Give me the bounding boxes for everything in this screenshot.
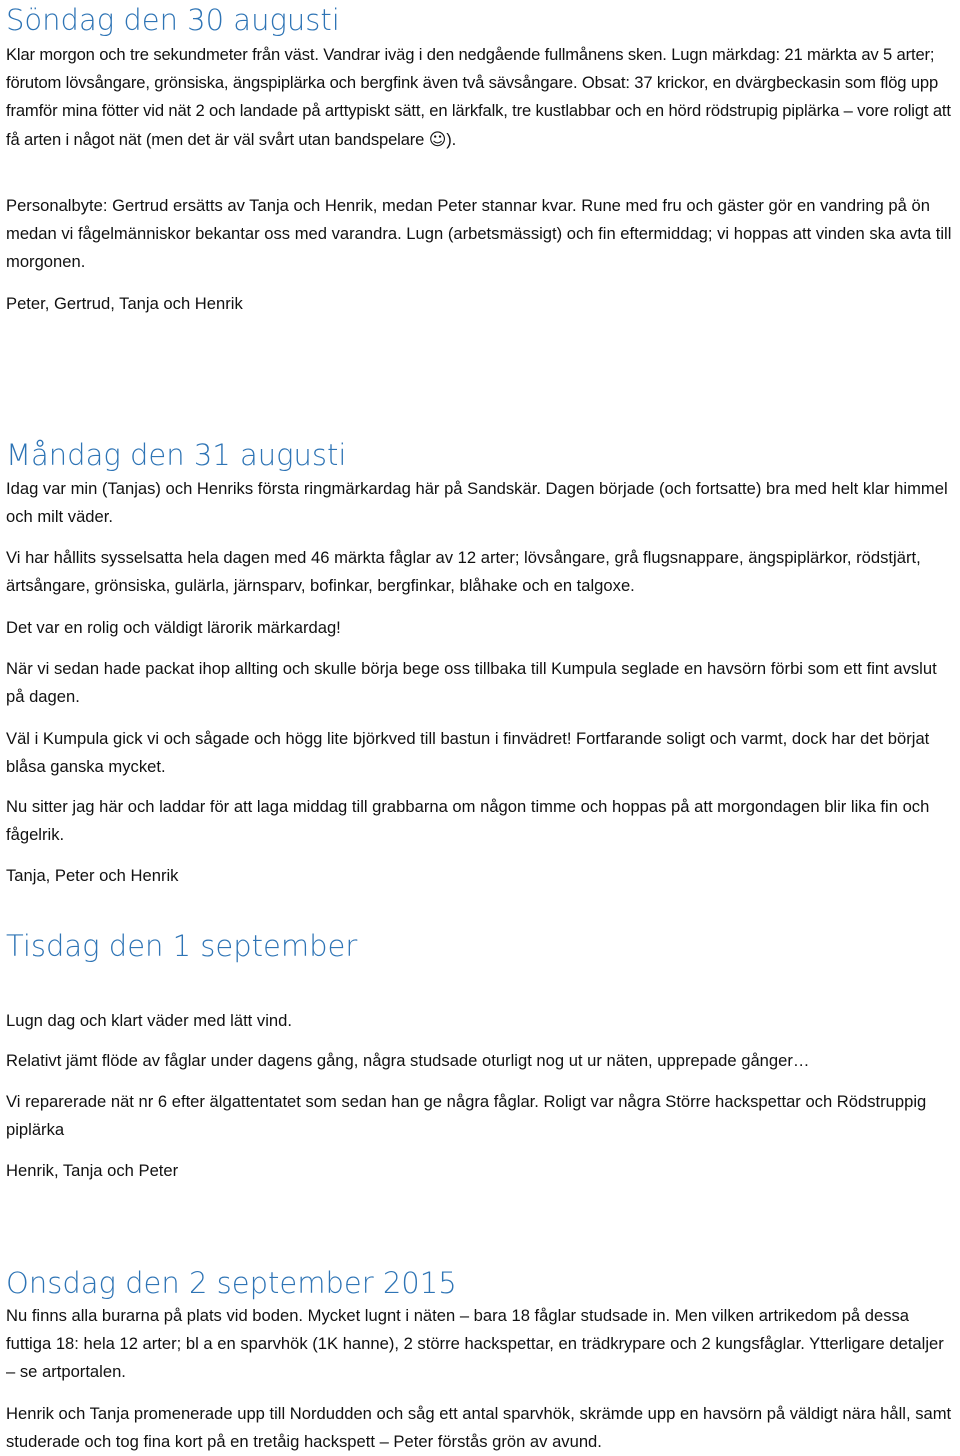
entry-paragraph: Nu finns alla burarna på plats vid boden. Mycket lugnt i näten – bara 18 fåglar studsade in. Men vilken artrikedom på dessa futtiga 18: hela 12 arter; bl a en sparvhök (1K hanne), 2 större hackspettar, en trädkrypare och 2 kungsfåglar. Ytterligare detaljer – se artportalen. xyxy=(6,1306,944,1382)
entry-paragraph: Personalbyte: Gertrud ersätts av Tanja och Henrik, medan Peter stannar kvar. Rune med fru och gäster gör en vandring på ön medan vi fågelmänniskor bekantar oss med varandra. Lugn (arbetsmässigt) och fin eftermiddag; vi hoppas att vinden ska avta till morgonen. xyxy=(6,196,952,272)
entry-paragraph: Relativt jämt flöde av fåglar under dagens gång, några studsade oturligt nog ut ur näten, upprepade gånger… xyxy=(6,1051,810,1070)
smiley-icon: ☺ xyxy=(428,129,447,150)
paragraph-text-end: ). xyxy=(446,129,457,149)
entry-signature: Peter, Gertrud, Tanja och Henrik xyxy=(6,294,243,313)
entry-paragraph: Väl i Kumpula gick vi och sågade och högg lite björkved till bastun i finvädret! Fortfarande soligt och varmt, dock har det börjat blåsa ganska mycket. xyxy=(6,729,930,777)
entry-paragraph: Det var en rolig och väldigt lärorik märkardag! xyxy=(6,618,341,637)
entry-heading-wednesday-2-sep: Onsdag den 2 september 2015 xyxy=(6,1266,457,1300)
entry-paragraph: Vi reparerade nät nr 6 efter älgattentatet som sedan han ge några fåglar. Roligt var några Större hackspettar och Rödstruppig piplärka xyxy=(6,1092,927,1140)
entry-paragraph: Idag var min (Tanjas) och Henriks första ringmärkardag här på Sandskär. Dagen började (och fortsatte) bra med helt klar himmel och milt väder. xyxy=(6,479,948,527)
entry-signature: Henrik, Tanja och Peter xyxy=(6,1161,179,1180)
entry-heading-sunday-30-aug: Söndag den 30 augusti xyxy=(6,3,340,37)
entry-paragraph: Vi har hållits sysselsatta hela dagen med 46 märkta fåglar av 12 arter; lövsångare, grå flugsnappare, ängspiplärkor, rödstjärt, ärtsångare, grönsiska, gulärla, järnsparv, bofinkar, bergfinkar, blåhake och en talgoxe. xyxy=(6,548,921,596)
entry-paragraph: Henrik och Tanja promenerade upp till Nordudden och såg ett antal sparvhök, skrämde upp en havsörn på väldigt nära håll, samt studerade och tog fina kort på en tretåig hackspett – Peter förstås grön av avund. xyxy=(6,1404,952,1452)
entry-paragraph: När vi sedan hade packat ihop allting och skulle börja bege oss tillbaka till Kumpula seglade en havsörn förbi som ett fint avslut på dagen. xyxy=(6,659,937,707)
entry-heading-monday-31-aug: Måndag den 31 augusti xyxy=(6,438,347,472)
entry-paragraph: Lugn dag och klart väder med lätt vind. xyxy=(6,1011,292,1030)
entry-paragraph xyxy=(6,41,956,154)
entry-paragraph: Nu sitter jag här och laddar för att laga middag till grabbarna om någon timme och hoppas på att morgondagen blir lika fin och fågelrik. xyxy=(6,797,930,845)
entry-heading-tuesday-1-sep: Tisdag den 1 september xyxy=(6,929,358,963)
paragraph-text: Klar morgon och tre sekundmeter från väst. Vandrar iväg i den nedgående fullmånens sken. Lugn märkdag: 21 märkta av 5 arter; förutom lövsångare, grönsiska, ängspiplärka och bergfink även två sävsångare. Obsat: 37 krickor, en dvärgbeckasin som flög upp framför mina fötter vid nät 2 och landade på arttypiskt sätt, en lärkfalk, tre kustlabbar och en hörd rödstrupig piplärka – vore roligt att få arten i något nät (men det är väl svårt utan bandspelare xyxy=(6,45,951,149)
entry-signature: Tanja, Peter och Henrik xyxy=(6,866,179,885)
